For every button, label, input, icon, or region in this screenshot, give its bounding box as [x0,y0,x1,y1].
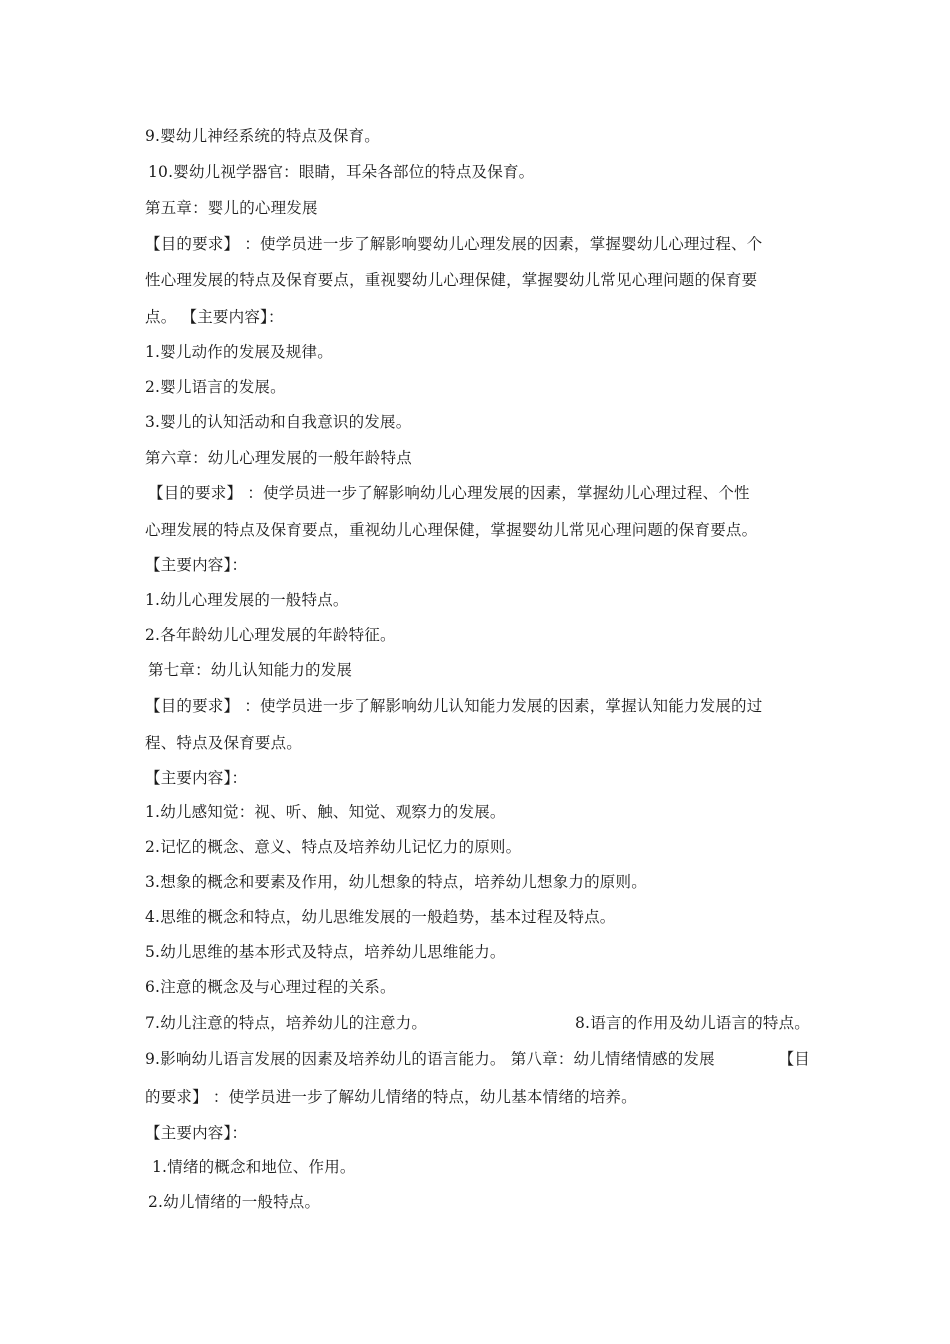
chapter-6-main-content-heading: 【主要内容】： [145,556,248,574]
chapter-5-item-2: 2.婴儿语言的发展。 [145,378,286,396]
chapter-5-objectives-line-2: 性心理发展的特点及保育要点，重视婴幼儿心理保健，掌握婴幼儿常见心理问题的保育要 [145,271,758,289]
chapter-5-heading: 第五章：婴儿的心理发展 [145,199,318,217]
chapter-7-item-4: 4.思维的概念和特点，幼儿思维发展的一般趋势，基本过程及特点。 [145,908,616,926]
chapter-8-item-2: 2.幼儿情绪的一般特点。 [148,1193,321,1211]
chapter-7-main-content-heading: 【主要内容】： [145,769,248,787]
chapter-5-objectives-line-1: 【目的要求】 ：使学员进一步了解影响婴幼儿心理发展的因素，掌握婴幼儿心理过程、个 [145,235,763,253]
chapter-5-item-3: 3.婴儿的认知活动和自我意识的发展。 [145,413,412,431]
chapter-7-item-1: 1.幼儿感知觉：视、听、触、知觉、观察力的发展。 [145,803,506,821]
chapter-8-objectives: 的要求】 ：使学员进一步了解幼儿情绪的特点，幼儿基本情绪的培养。 [145,1088,637,1106]
chapter-7-item-2: 2.记忆的概念、意义、特点及培养幼儿记忆力的原则。 [145,838,522,856]
list-item-9-nervous-system: 9.婴幼儿神经系统的特点及保育。 [145,127,380,145]
chapter-6-item-2: 2.各年龄幼儿心理发展的年龄特征。 [145,626,396,644]
chapter-7-item-9-chapter-8-row [145,1049,810,1069]
chapter-6-heading: 第六章：幼儿心理发展的一般年龄特点 [145,449,412,467]
chapter-7-item-5: 5.幼儿思维的基本形式及特点，培养幼儿思维能力。 [145,943,506,961]
list-item-10-visual-organs: 10.婴幼儿视学器官：眼睛，耳朵各部位的特点及保育。 [148,163,535,181]
chapter-7-heading: 第七章：幼儿认知能力的发展 [148,661,353,679]
chapter-7-items-7-8-row [145,1013,810,1033]
chapter-7-item-9-and-chapter-8-heading: 9.影响幼儿语言发展的因素及培养幼儿的语言能力。 第八章：幼儿情绪情感的发展 [145,1050,715,1068]
chapter-7-objectives-line-1: 【目的要求】 ：使学员进一步了解影响幼儿认知能力发展的因素，掌握认知能力发展的过 [145,697,763,715]
chapter-5-item-1: 1.婴儿动作的发展及规律。 [145,343,333,361]
chapter-6-objectives-line-2: 心理发展的特点及保育要点，重视幼儿心理保健，掌握婴幼儿常见心理问题的保育要点。 [145,521,758,539]
chapter-7-objectives-line-2: 程、特点及保育要点。 [145,734,303,752]
chapter-7-item-3: 3.想象的概念和要素及作用，幼儿想象的特点，培养幼儿想象力的原则。 [145,873,647,891]
chapter-7-item-6: 6.注意的概念及与心理过程的关系。 [145,978,396,996]
chapter-6-item-1: 1.幼儿心理发展的一般特点。 [145,591,349,609]
chapter-5-objectives-line-3: 点。 【主要内容】： [145,308,284,326]
chapter-6-objectives-line-1: 【目的要求】 ：使学员进一步了解影响幼儿心理发展的因素，掌握幼儿心理过程、个性 [148,484,750,502]
chapter-8-objectives-start: 【目 [778,1050,810,1068]
chapter-7-item-7: 7.幼儿注意的特点，培养幼儿的注意力。 [145,1014,428,1032]
chapter-8-main-content-heading: 【主要内容】： [145,1124,248,1142]
chapter-7-item-8: 8.语言的作用及幼儿语言的特点。 [575,1014,810,1032]
chapter-8-item-1: 1.情绪的概念和地位、作用。 [152,1158,356,1176]
